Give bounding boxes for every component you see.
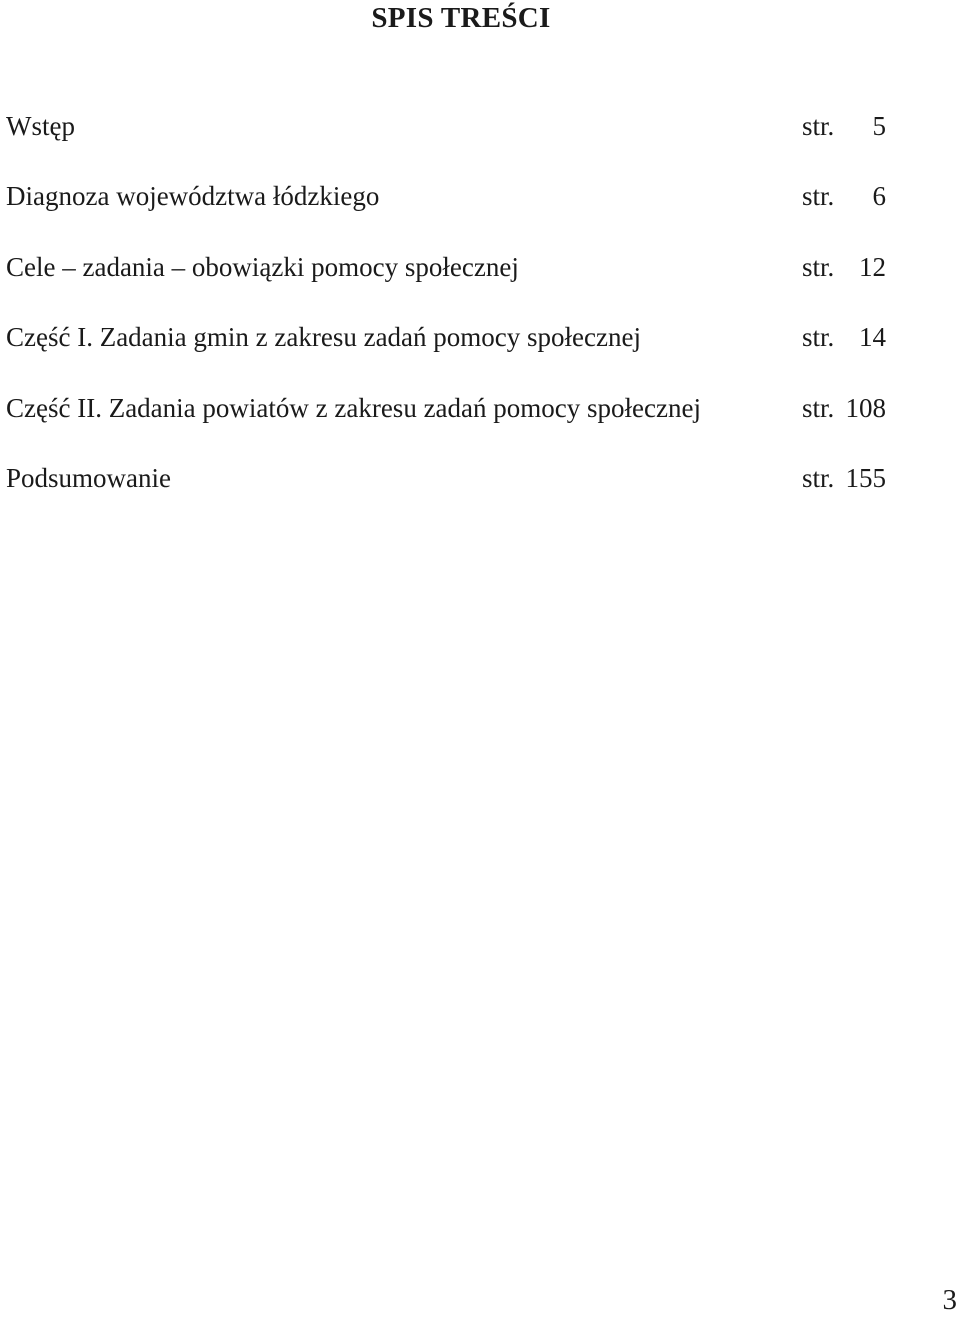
toc-entry-title: Wstęp xyxy=(6,111,75,141)
toc-entry-str-label: str. xyxy=(802,463,835,493)
toc-entry-czesc-1 xyxy=(0,319,960,355)
page-number: 3 xyxy=(942,1284,957,1316)
toc-entry-title: Podsumowanie xyxy=(6,463,171,493)
toc-entry-wstep xyxy=(0,108,960,144)
toc-entry-title: Część II. Zadania powiatów z zakresu zadań pomocy społecznej xyxy=(6,393,701,423)
toc-entry-cele xyxy=(0,249,960,285)
toc-entry-page: 6 xyxy=(872,181,886,211)
toc-entry-page: 14 xyxy=(859,322,886,352)
toc-entry-title: Część I. Zadania gmin z zakresu zadań pomocy społecznej xyxy=(6,322,641,352)
toc-entry-str-label: str. xyxy=(802,393,835,423)
toc-entry-page: 12 xyxy=(859,252,886,282)
toc-entry-page: 5 xyxy=(872,111,886,141)
toc-entry-str-label: str. xyxy=(802,111,835,141)
toc-entry-podsumowanie xyxy=(0,460,960,496)
toc-entry-str-label: str. xyxy=(802,181,835,211)
toc-entry-title: Cele – zadania – obowiązki pomocy społecznej xyxy=(6,252,519,282)
toc-entry-page: 155 xyxy=(845,463,886,493)
page-title: SPIS TREŚCI xyxy=(371,2,551,34)
toc-entry-diagnoza xyxy=(0,178,960,214)
toc-entry-str-label: str. xyxy=(802,252,835,282)
toc-entry-page: 108 xyxy=(845,393,886,423)
toc-entry-str-label: str. xyxy=(802,322,835,352)
toc-entry-czesc-2 xyxy=(0,390,960,426)
toc-entry-title: Diagnoza województwa łódzkiego xyxy=(6,181,380,211)
